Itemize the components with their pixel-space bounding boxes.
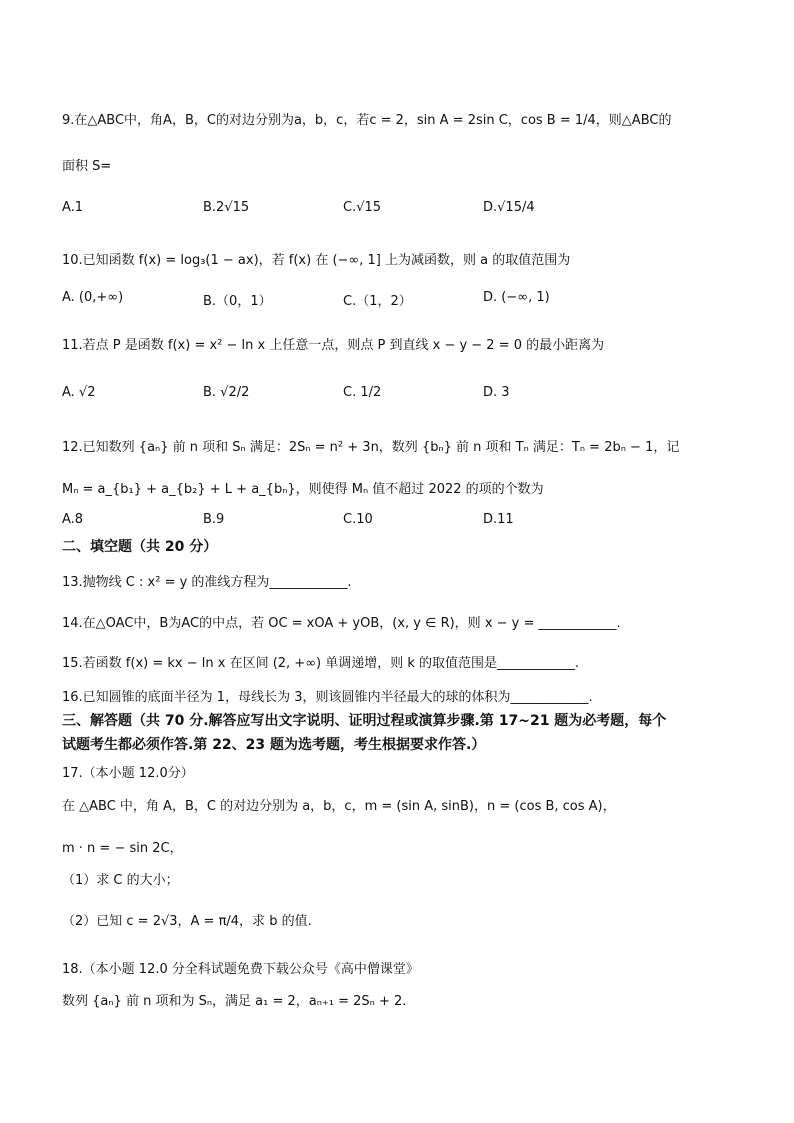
q17-part1: （1）求 C 的大小； [62, 873, 179, 888]
q12-option-b: B.9 [203, 512, 225, 527]
q9-option-c: C.√15 [343, 200, 382, 215]
q10-option-a: A. (0,+∞) [62, 290, 124, 305]
q17-header: 17.（本小题 12.0分） [62, 766, 194, 781]
q12-stem-line1: 12.已知数列 {aₙ} 前 n 项和 Sₙ 满足：2Sₙ = n² + 3n，数列 {bₙ} 前 n 项和 Tₙ 满足：Tₙ = 2bₙ − 1，记 [62, 440, 680, 455]
q9-option-a: A.1 [62, 200, 84, 215]
section-fill-in-title: 二、填空题（共 20 分） [62, 539, 218, 555]
q17-stem-line1: 在 △ABC 中，角 A，B，C 的对边分别为 a，b，c，m = (sin A, sinB)，n = (cos B, cos A)， [62, 799, 616, 814]
q12-stem-line2: Mₙ = a_{b₁} + a_{b₂} + L + a_{bₙ}，则使得 Mₙ 值不超过 2022 的项的个数为 [62, 482, 544, 497]
q14-text: 14.在△OAC中，B为AC的中点，若 OC = xOA + yOB，(x, y ∈ R)，则 x − y = ____________. [62, 616, 621, 631]
q16-text: 16.已知圆锥的底面半径为 1，母线长为 3，则该圆锥内半径最大的球的体积为____________. [62, 690, 593, 705]
section-answer-title-line1: 三、解答题（共 70 分.解答应写出文字说明、证明过程或演算步骤.第 17~21 题为必考题，每个 [62, 713, 667, 729]
q9-stem-line2: 面积 S= [62, 159, 112, 174]
q9-stem-line1: 9.在△ABC中，角A，B，C的对边分别为a，b，c，若c = 2，sin A = 2sin C，cos B = 1/4，则△ABC的 [62, 113, 672, 128]
q9-option-b: B.2√15 [203, 200, 250, 215]
q10-option-d: D. (−∞, 1) [483, 290, 550, 305]
q10-option-b: B.（0，1） [203, 294, 272, 309]
q9-option-d: D.√15/4 [483, 200, 535, 215]
q10-stem: 10.已知函数 f(x) = log₃(1 − ax)，若 f(x) 在 (−∞, 1] 上为减函数，则 a 的取值范围为 [62, 253, 571, 268]
q11-option-b: B. √2/2 [203, 385, 250, 400]
q18-header: 18.（本小题 12.0 分全科试题免费下载公众号《高中僧课堂》 [62, 962, 419, 977]
q12-option-d: D.11 [483, 512, 514, 527]
q12-option-c: C.10 [343, 512, 373, 527]
q17-part2: （2）已知 c = 2√3，A = π/4，求 b 的值. [62, 914, 312, 929]
section-answer-title-line2: 试题考生都必须作答.第 22、23 题为选考题，考生根据要求作答.） [62, 737, 486, 753]
q10-option-c: C.（1，2） [343, 294, 412, 309]
q11-option-d: D. 3 [483, 385, 510, 400]
q11-option-c: C. 1/2 [343, 385, 382, 400]
q12-option-a: A.8 [62, 512, 84, 527]
q13-text: 13.抛物线 C : x² = y 的准线方程为____________. [62, 575, 352, 590]
q18-stem-line1: 数列 {aₙ} 前 n 项和为 Sₙ，满足 a₁ = 2，aₙ₊₁ = 2Sₙ + 2. [62, 994, 407, 1009]
q11-stem: 11.若点 P 是函数 f(x) = x² − ln x 上任意一点，则点 P 到直线 x − y − 2 = 0 的最小距离为 [62, 338, 605, 353]
q17-stem-line2: m · n = − sin 2C， [62, 841, 183, 856]
q11-option-a: A. √2 [62, 385, 96, 400]
q15-text: 15.若函数 f(x) = kx − ln x 在区间 (2, +∞) 单调递增，则 k 的取值范围是____________. [62, 656, 580, 671]
